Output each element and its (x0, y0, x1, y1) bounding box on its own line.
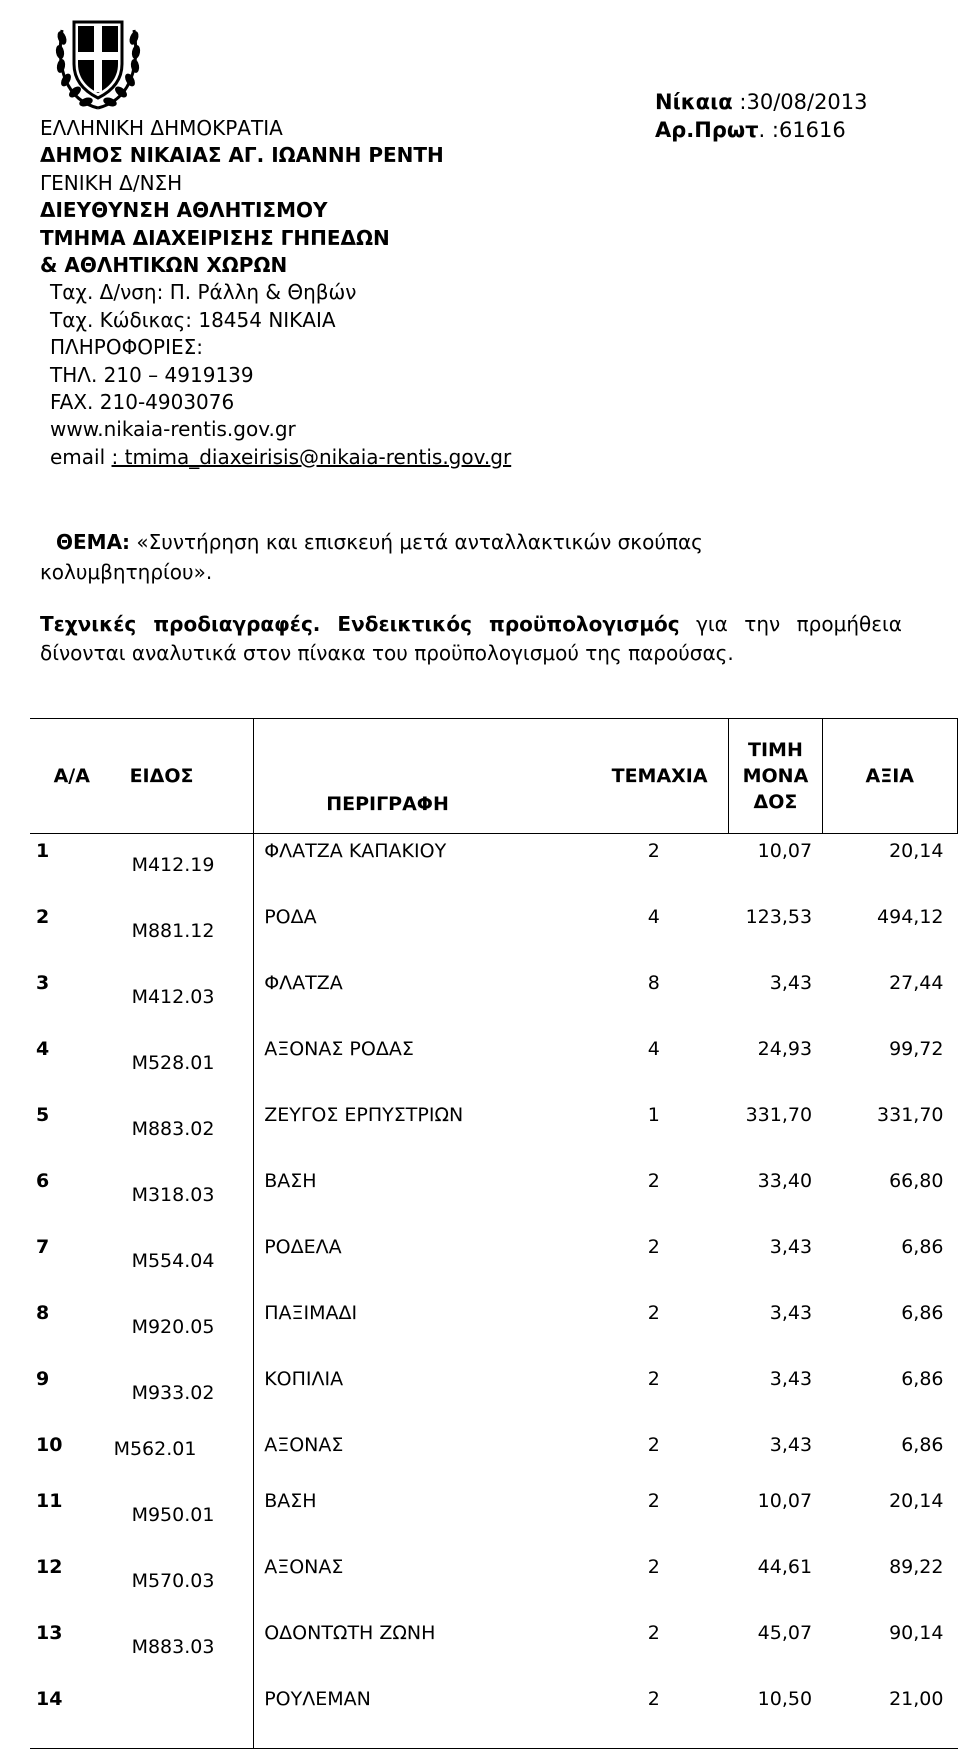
row-aa: 14 (30, 1682, 114, 1749)
sender-email-row (40, 444, 511, 471)
table-row (30, 1098, 958, 1164)
row-description: ΖΕΥΓΟΣ ΕΡΠΥΣΤΡΙΩΝ (264, 1104, 464, 1126)
specs-title: Τεχνικές προδιαγραφές. (40, 612, 321, 636)
row-quantity: 2 (647, 1368, 660, 1390)
row-value: 6,86 (901, 1368, 944, 1390)
sender-email-prefix: email (50, 444, 112, 469)
date-row (655, 88, 868, 116)
row-code: M920.05 (114, 1296, 254, 1362)
row-quantity: 4 (647, 906, 660, 928)
row-aa: 2 (36, 906, 50, 928)
row-aa: 6 (36, 1170, 50, 1192)
row-code: M883.03 (114, 1616, 254, 1682)
row-value: 89,22 (889, 1556, 944, 1578)
row-code: M570.03 (114, 1550, 254, 1616)
row-quantity: 2 (647, 840, 660, 862)
row-description: ΠΑΞΙΜΑΔΙ (264, 1302, 358, 1324)
table-row (30, 1032, 958, 1098)
row-description: ΑΞΟΝΑΣ (264, 1556, 344, 1578)
sender-block (40, 115, 511, 471)
row-unit-price: 10,07 (757, 1490, 813, 1512)
row-aa: 3 (36, 972, 50, 994)
date-label: Νίκαια (655, 90, 733, 114)
header-eidos: ΕΙΔΟΣ (114, 719, 254, 834)
specs-budget-label: Ενδεικτικός προϋπολογισμός (320, 612, 680, 636)
sender-general-directorate: ΓΕΝΙΚΗ Δ/ΝΣΗ (40, 170, 183, 195)
sender-department-2: & ΑΘΛΗΤΙΚΩΝ ΧΩΡΩΝ (40, 253, 288, 278)
row-code: M562.01 (114, 1428, 254, 1484)
row-value: 27,44 (889, 972, 944, 994)
header-axia: ΑΞΙΑ (822, 719, 957, 834)
row-unit-price: 45,07 (757, 1622, 813, 1644)
row-quantity: 2 (591, 1682, 729, 1749)
row-unit-price: 44,61 (757, 1556, 813, 1578)
row-unit-price: 3,43 (769, 1236, 813, 1258)
row-aa: 13 (36, 1622, 63, 1644)
row-value: 331,70 (877, 1104, 944, 1126)
row-quantity: 2 (647, 1622, 660, 1644)
sender-phone: ΤΗΛ. 210 – 4919139 (50, 362, 254, 387)
table-row (30, 834, 958, 901)
row-description: ΡΟΔΕΛΑ (264, 1236, 342, 1258)
row-aa: 4 (36, 1038, 50, 1060)
sender-municipality: ΔΗΜΟΣ ΝΙΚΑΙΑΣ ΑΓ. ΙΩΑΝΝΗ ΡΕΝΤΗ (40, 143, 444, 168)
specs-paragraph (40, 610, 902, 668)
row-code: M318.03 (114, 1164, 254, 1230)
row-quantity: 4 (647, 1038, 660, 1060)
row-description: ΦΛΑΤΖΑ ΚΑΠΑΚΙΟΥ (264, 840, 447, 862)
sender-info-label: ΠΛΗΡΟΦΟΡΙΕΣ: (50, 335, 204, 360)
row-unit-price: 3,43 (769, 1302, 813, 1324)
row-value: 6,86 (901, 1434, 944, 1456)
header-perigrafi: ΠΕΡΙΓΡΑΦΗ (254, 719, 591, 834)
table-row (30, 1682, 958, 1749)
sender-department: ΤΜΗΜΑ ΔΙΑΧΕΙΡΙΣΗΣ ΓΗΠΕΔΩΝ (40, 225, 390, 250)
row-aa: 12 (36, 1556, 63, 1578)
row-description: ΡΟΔΑ (264, 906, 317, 928)
row-quantity: 1 (647, 1104, 660, 1126)
protocol-value: . :61616 (758, 118, 846, 142)
row-description: ΡΟΥΛΕΜΑΝ (254, 1682, 591, 1749)
row-code: M881.12 (114, 900, 254, 966)
row-description: ΦΛΑΤΖΑ (264, 972, 343, 994)
table-row (30, 1428, 958, 1484)
row-code: M412.03 (114, 966, 254, 1032)
row-value: 99,72 (889, 1038, 944, 1060)
row-code: M933.02 (114, 1362, 254, 1428)
row-description: ΑΞΟΝΑΣ ΡΟΔΑΣ (264, 1038, 414, 1060)
row-unit-price: 10,07 (757, 840, 813, 862)
row-unit-price: 33,40 (757, 1170, 813, 1192)
row-code: M950.01 (114, 1484, 254, 1550)
row-aa: 11 (36, 1490, 63, 1512)
row-code: M412.19 (114, 834, 254, 901)
row-value: 6,86 (901, 1236, 944, 1258)
header-unit-price-2: ΜΟΝΑ (742, 765, 809, 787)
sender-postcode: Ταχ. Κώδικας: 18454 ΝΙΚΑΙΑ (50, 307, 336, 332)
table-row (30, 1230, 958, 1296)
table-row (30, 1362, 958, 1428)
row-aa: 5 (36, 1104, 50, 1126)
sender-address: Ταχ. Δ/νση: Π. Ράλλη & Θηβών (50, 280, 357, 305)
header-temaxia: ΤΕΜΑΧΙΑ (591, 719, 729, 834)
greek-emblem-icon (52, 8, 144, 112)
row-unit-price: 3,43 (769, 972, 813, 994)
row-unit-price: 24,93 (757, 1038, 813, 1060)
row-description: ΚΟΠΙΛΙΑ (264, 1368, 344, 1390)
date-protocol-block (655, 88, 868, 144)
row-code: M883.02 (114, 1098, 254, 1164)
subject-line-1 (40, 527, 920, 557)
row-unit-price: 123,53 (745, 906, 813, 928)
table-row (30, 900, 958, 966)
row-value: 6,86 (901, 1302, 944, 1324)
header-unit-price-1: ΤΙΜΗ (748, 739, 803, 761)
header-aa: Α/Α (30, 719, 114, 834)
row-quantity: 2 (647, 1302, 660, 1324)
row-quantity: 2 (647, 1490, 660, 1512)
sender-website: www.nikaia-rentis.gov.gr (50, 417, 296, 442)
date-value: :30/08/2013 (732, 90, 868, 114)
row-aa: 7 (36, 1236, 50, 1258)
row-aa: 8 (36, 1302, 50, 1324)
row-unit-price: 3,43 (769, 1434, 813, 1456)
row-description: ΟΔΟΝΤΩΤΗ ΖΩΝΗ (264, 1622, 436, 1644)
table-row (30, 1550, 958, 1616)
header-unit-price-3: ΔΟΣ (753, 791, 798, 813)
row-aa: 1 (36, 840, 50, 862)
row-code: M528.01 (114, 1032, 254, 1098)
subject-text-1: «Συντήρηση και επισκευή μετά ανταλλακτικών σκούπας (130, 530, 703, 554)
row-value: 66,80 (889, 1170, 944, 1192)
row-unit-price: 331,70 (745, 1104, 813, 1126)
row-quantity: 2 (647, 1556, 660, 1578)
row-unit-price: 3,43 (769, 1368, 813, 1390)
row-aa: 10 (36, 1434, 63, 1456)
row-quantity: 2 (647, 1236, 660, 1258)
subject-text-2: κολυμβητηρίου». (40, 560, 213, 584)
budget-table (30, 718, 958, 1749)
sender-email-link[interactable]: : tmima_diaxeirisis@nikaia-rentis.gov.gr (111, 444, 512, 469)
row-description: ΒΑΣΗ (264, 1490, 317, 1512)
row-description: ΒΑΣΗ (264, 1170, 317, 1192)
row-value: 20,14 (889, 1490, 944, 1512)
table-row (30, 1616, 958, 1682)
sender-fax: FAX. 210-4903076 (50, 390, 235, 415)
row-code: M554.04 (114, 1230, 254, 1296)
row-value: 90,14 (889, 1622, 944, 1644)
table-row (30, 966, 958, 1032)
table-row (30, 1296, 958, 1362)
row-quantity: 2 (647, 1434, 660, 1456)
row-unit-price: 10,50 (729, 1682, 822, 1749)
table-header-row (30, 719, 958, 834)
protocol-row (655, 116, 868, 144)
subject-label: ΘΕΜΑ: (56, 530, 131, 554)
row-quantity: 8 (647, 972, 660, 994)
table-row (30, 1164, 958, 1230)
table-row (30, 1484, 958, 1550)
sender-republic: ΕΛΛΗΝΙΚΗ ΔΗΜΟΚΡΑΤΙΑ (40, 116, 283, 140)
subject-block (40, 527, 920, 587)
sender-directorate: ΔΙΕΥΘΥΝΣΗ ΑΘΛΗΤΙΣΜΟΥ (40, 198, 328, 223)
row-description: ΑΞΟΝΑΣ (264, 1434, 344, 1456)
row-quantity: 2 (647, 1170, 660, 1192)
row-value: 21,00 (822, 1682, 957, 1749)
row-code (114, 1682, 254, 1749)
protocol-label: Αρ.Πρωτ (655, 118, 759, 142)
row-value: 494,12 (877, 906, 944, 928)
row-aa: 9 (36, 1368, 50, 1390)
specs-text: για την προμήθεια δίνονται αναλυτικά στον πίνακα του προϋπολογισμού της παρούσας. (40, 612, 902, 665)
header-unit-price (729, 719, 822, 834)
row-value: 20,14 (889, 840, 944, 862)
